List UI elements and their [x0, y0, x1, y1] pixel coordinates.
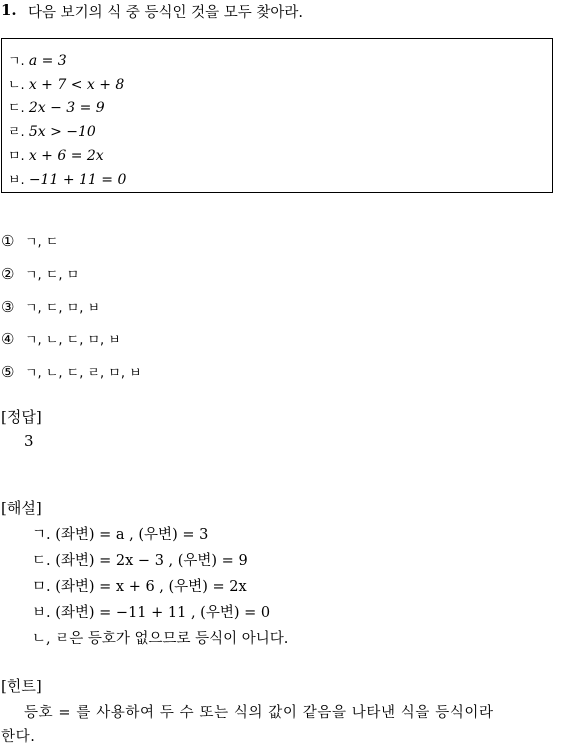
- box-item: ㄹ. 5x > −10: [8, 124, 96, 140]
- hint-text-continued: 한다.: [1, 729, 36, 745]
- answer-value: 3: [24, 432, 34, 450]
- choice-4[interactable]: ④ ㄱ, ㄴ, ㄷ, ㅁ, ㅂ: [1, 330, 121, 348]
- choice-3[interactable]: ③ ㄱ, ㄷ, ㅁ, ㅂ: [1, 298, 101, 316]
- explanation-line: ㅁ. (좌변) = x + 6 , (우변) = 2x: [32, 579, 247, 595]
- question-number: 1.: [1, 1, 17, 19]
- explanation-line: ㄴ, ㄹ은 등호가 없으므로 등식이 아니다.: [32, 631, 289, 647]
- box-item: ㄴ. x + 7 < x + 8: [8, 77, 125, 93]
- explanation-heading: [해설]: [1, 499, 42, 517]
- hint-text: 등호 = 를 사용하여 두 수 또는 식의 값이 같음을 나타낸 식을 등식이라: [24, 705, 494, 721]
- explanation-line: ㄱ. (좌변) = a , (우변) = 3: [32, 527, 209, 543]
- hint-heading: [힌트]: [1, 677, 42, 695]
- question-text: 다음 보기의 식 중 등식인 것을 모두 찾아라.: [28, 5, 303, 21]
- choice-1[interactable]: ① ㄱ, ㄷ: [1, 232, 59, 250]
- explanation-line: ㅂ. (좌변) = −11 + 11 , (우변) = 0: [32, 605, 271, 621]
- box-item: ㅁ. x + 6 = 2x: [8, 148, 104, 164]
- box-item: ㄱ. a = 3: [8, 53, 67, 69]
- box-item: ㅂ. −11 + 11 = 0: [8, 172, 127, 188]
- choice-5[interactable]: ⑤ ㄱ, ㄴ, ㄷ, ㄹ, ㅁ, ㅂ: [1, 363, 142, 381]
- answer-heading: [정답]: [1, 408, 42, 426]
- box-item: ㄷ. 2x − 3 = 9: [8, 100, 105, 116]
- choice-2[interactable]: ② ㄱ, ㄷ, ㅁ: [1, 265, 80, 283]
- explanation-line: ㄷ. (좌변) = 2x − 3 , (우변) = 9: [32, 553, 248, 569]
